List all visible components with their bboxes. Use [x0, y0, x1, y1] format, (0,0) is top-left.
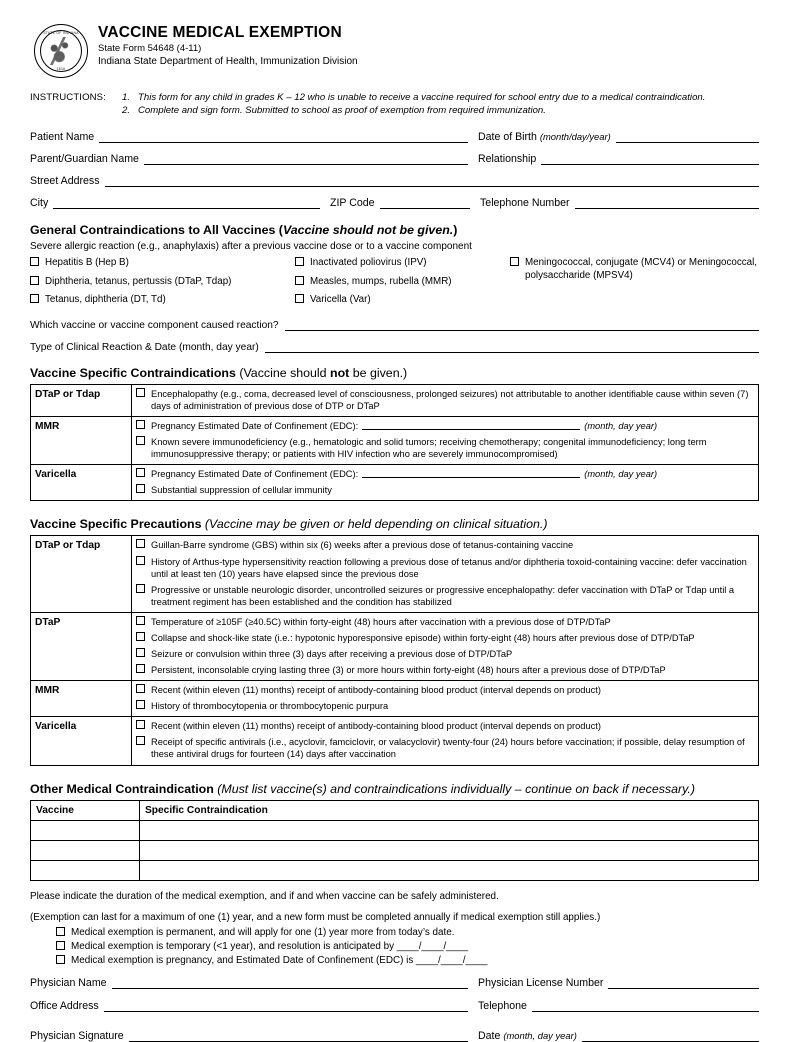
patient-name-input[interactable]: [99, 131, 468, 143]
table-row: [31, 536, 759, 612]
checkbox-icon[interactable]: [136, 584, 145, 593]
agency-name: Indiana State Department of Health, Immunization Division: [98, 56, 358, 68]
precaution-cell: [132, 612, 759, 680]
patient-name-row: [30, 131, 759, 143]
checkbox-label: Medical exemption is temporary (<1 year), and resolution is anticipated by ____/____/____: [71, 940, 469, 952]
city-row: [30, 197, 759, 209]
checkbox-row[interactable]: [136, 632, 754, 644]
duration-note: Please indicate the duration of the medical exemption, and if and when vaccine can be safely administered.: [30, 890, 499, 902]
instructions-label: INSTRUCTIONS:: [30, 92, 106, 103]
address-row: [30, 175, 759, 187]
contraindication-input-cell[interactable]: [140, 820, 759, 840]
checkbox-label: Tetanus, diphtheria (DT, Td): [45, 294, 166, 306]
checkbox-row[interactable]: [295, 276, 510, 289]
checkbox-icon[interactable]: [295, 257, 304, 266]
checkbox-icon[interactable]: [30, 294, 39, 303]
checkbox-label: Recent (within eleven (11) months) receipt of antibody-containing blood product (interval depends on product): [151, 685, 601, 696]
checkbox-row[interactable]: [295, 294, 510, 307]
instruction-text: Complete and sign form. Submitted to school as proof of exemption from required immunization.: [138, 104, 546, 116]
checkbox-icon[interactable]: [56, 927, 65, 936]
checkbox-row[interactable]: [136, 468, 754, 480]
checkbox-row[interactable]: [30, 294, 295, 307]
checkbox-row[interactable]: [136, 584, 754, 608]
checkbox-icon[interactable]: [136, 468, 145, 477]
checkbox-row[interactable]: [136, 539, 754, 551]
telephone-input[interactable]: [575, 197, 759, 209]
instruction-number: 2.: [122, 104, 131, 116]
instruction-number: 1.: [122, 92, 131, 103]
telephone-label: Telephone Number: [480, 197, 570, 210]
checkbox-label: Measles, mumps, rubella (MMR): [310, 275, 452, 287]
column-header-vaccine: Vaccine: [31, 800, 140, 820]
checkbox-icon[interactable]: [136, 436, 145, 445]
vaccine-name-cell: Varicella: [31, 465, 132, 501]
checkbox-row[interactable]: [136, 684, 754, 696]
checkbox-icon[interactable]: [510, 257, 519, 266]
checkbox-icon[interactable]: [30, 276, 39, 285]
physician-signature-label: Physician Signature: [30, 1029, 124, 1042]
checkbox-label: Recent (within eleven (11) months) receipt of antibody-containing blood product (interval depends on product): [151, 721, 601, 732]
checkbox-label: Diphtheria, tetanus, pertussis (DTaP, Tdap): [45, 275, 232, 287]
checkbox-label: Varicella (Var): [310, 294, 371, 306]
physician-license-input[interactable]: [608, 977, 759, 989]
signature-date-input[interactable]: [582, 1030, 759, 1042]
vaccine-name-cell: MMR: [31, 681, 132, 717]
precaution-cell: [132, 536, 759, 612]
checkbox-label: Receipt of specific antivirals (i.e., acyclovir, famciclovir, or valacyclovir) twenty-four (24) hours before vaccination; if possible, delay resumption of these antiviral drugs for fourteen (14) days after vaccination: [151, 737, 745, 760]
contraindication-input-cell[interactable]: [140, 860, 759, 880]
checkbox-row[interactable]: [136, 664, 754, 676]
vaccine-column-3: [510, 257, 759, 313]
checkbox-label: Pregnancy Estimated Date of Confinement (EDC): (month, day year): [151, 469, 658, 480]
table-row: [31, 717, 759, 765]
checkbox-row[interactable]: [136, 616, 754, 628]
office-address-label: Office Address: [30, 999, 99, 1012]
specific-precautions-heading: Vaccine Specific Precautions (Vaccine may be given or held depending on clinical situation.): [30, 517, 548, 532]
checkbox-label: Collapse and shock-like state (i.e.: hypotonic hyporesponsive episode) within forty-eight (48) hours after previous dose of DTP/DTaP: [151, 632, 695, 643]
physician-name-row: [30, 977, 759, 989]
checkbox-icon[interactable]: [136, 484, 145, 493]
instruction-text: This form for any child in grades K – 12 who is unable to receive a vaccine required for school entry due to a medical contraindication.: [138, 92, 706, 103]
specific-precautions-table: [30, 535, 759, 765]
physician-signature-input[interactable]: [129, 1030, 468, 1042]
table-row: [31, 384, 759, 416]
checkbox-label: Encephalopathy (e.g., coma, decreased level of consciousness, prolonged seizures) not attributable to another identifiable cause within seven (7) days of administration of previous dose of DTP or DTaP: [151, 388, 749, 411]
seal-artwork: [44, 37, 78, 65]
checkbox-row[interactable]: [295, 257, 510, 270]
checkbox-label: Known severe immunodeficiency (e.g., hematologic and solid tumors; receiving chemotherapy; congenital immunodeficiency; long term immunosuppressive therapy; or patients with HIV infection who are severely immunocompromised): [151, 437, 707, 460]
checkbox-row[interactable]: [510, 257, 759, 282]
relationship-input[interactable]: [541, 153, 759, 165]
edc-input[interactable]: [362, 468, 580, 478]
specific-contraindications-heading: Vaccine Specific Contraindications (Vaccine should not be given.): [30, 365, 408, 380]
checkbox-icon[interactable]: [136, 720, 145, 729]
checkbox-row[interactable]: [136, 736, 754, 760]
checkbox-icon[interactable]: [136, 736, 145, 745]
checkbox-icon[interactable]: [136, 420, 145, 429]
checkbox-row[interactable]: [30, 276, 295, 289]
checkbox-icon[interactable]: [30, 257, 39, 266]
checkbox-row[interactable]: [56, 955, 759, 966]
checkbox-label: Medical exemption is pregnancy, and Estimated Date of Confinement (EDC) is ____/____/____: [71, 954, 488, 966]
table-row: [31, 820, 759, 840]
reaction-type-row: [30, 341, 759, 353]
checkbox-icon[interactable]: [56, 955, 65, 964]
edc-hint: (month, day year): [584, 421, 658, 432]
other-contraindication-table: [30, 800, 759, 881]
instructions-block: [30, 92, 759, 117]
checkbox-row[interactable]: [136, 556, 754, 580]
table-header-row: [31, 800, 759, 820]
other-contraindication-heading: Other Medical Contraindication (Must list vaccine(s) and contraindications individually – continue on back if necessary.): [30, 781, 695, 796]
checkbox-row[interactable]: [136, 420, 754, 432]
checkbox-row[interactable]: [136, 388, 754, 412]
reaction-cause-label: Which vaccine or vaccine component caused reaction?: [30, 319, 279, 331]
vaccine-name-cell: DTaP or Tdap: [31, 536, 132, 612]
dob-input[interactable]: [616, 131, 759, 143]
relationship-label: Relationship: [478, 153, 537, 166]
table-row: [31, 465, 759, 501]
checkbox-label: Substantial suppression of cellular immunity: [151, 485, 332, 496]
reaction-cause-input[interactable]: [285, 319, 759, 331]
checkbox-icon[interactable]: [136, 664, 145, 673]
table-row: [31, 681, 759, 717]
contraindication-cell: [132, 384, 759, 416]
contraindication-input-cell[interactable]: [140, 840, 759, 860]
signature-date-label: Date (month, day year): [478, 1029, 577, 1042]
checkbox-row[interactable]: [56, 927, 759, 938]
checkbox-icon[interactable]: [56, 941, 65, 950]
general-subtitle: Severe allergic reaction (e.g., anaphylaxis) after a previous vaccine dose or to a vaccine component: [30, 241, 472, 253]
form-number: State Form 54648 (4-11): [98, 43, 202, 55]
checkbox-icon[interactable]: [136, 684, 145, 693]
physician-telephone-label: Telephone: [478, 999, 527, 1012]
specific-contraindications-table: [30, 384, 759, 502]
physician-telephone-input[interactable]: [532, 1000, 759, 1012]
signature-row: [30, 1030, 759, 1042]
form-header: [30, 22, 759, 78]
physician-name-input[interactable]: [112, 977, 468, 989]
checkbox-row[interactable]: [30, 257, 295, 270]
vaccine-name-cell: DTaP: [31, 612, 132, 680]
contraindication-cell: [132, 417, 759, 465]
seal-bottom-text: 1816: [56, 67, 66, 71]
precaution-cell: [132, 681, 759, 717]
general-vaccine-columns: [30, 257, 759, 313]
edc-hint: (month, day year): [584, 469, 658, 480]
dob-label: Date of Birth (month/day/year): [478, 131, 611, 144]
vaccine-input-cell[interactable]: [31, 840, 140, 860]
zip-label: ZIP Code: [330, 197, 375, 210]
office-address-row: [30, 1000, 759, 1012]
checkbox-label: History of Arthus-type hypersensitivity reaction following a previous dose of tetanus and/or diphtheria toxoid-containing vaccine: defer vaccination until at least ten (10) years have elapsed since the previous dose: [151, 556, 747, 579]
vaccine-name-cell: DTaP or Tdap: [31, 384, 132, 416]
reaction-type-label: Type of Clinical Reaction & Date (month, day year): [30, 341, 259, 353]
page-title: VACCINE MEDICAL EXEMPTION: [98, 24, 342, 41]
checkbox-row[interactable]: [136, 700, 754, 712]
checkbox-row[interactable]: [136, 720, 754, 732]
physician-license-label: Physician License Number: [478, 976, 604, 989]
checkbox-label: Temperature of ≥105F (≥40.5C) within forty-eight (48) hours after vaccination with a previous dose of DTP/DTaP: [151, 616, 611, 627]
city-input[interactable]: [53, 197, 320, 209]
checkbox-icon[interactable]: [136, 556, 145, 565]
checkbox-icon[interactable]: [136, 648, 145, 657]
vaccine-column-1: [30, 257, 295, 313]
checkbox-row[interactable]: [136, 484, 754, 496]
checkbox-label: Hepatitis B (Hep B): [45, 257, 129, 269]
city-label: City: [30, 197, 49, 210]
duration-options: [56, 927, 759, 966]
vaccine-input-cell[interactable]: [31, 860, 140, 880]
checkbox-icon[interactable]: [136, 616, 145, 625]
checkbox-label: Medical exemption is permanent, and will apply for one (1) year more from today’s date.: [71, 926, 455, 938]
general-contraindications-heading: General Contraindications to All Vaccines (Vaccine should not be given.): [30, 223, 458, 238]
reaction-type-input[interactable]: [265, 341, 759, 353]
checkbox-label: Pregnancy Estimated Date of Confinement (EDC): (month, day year): [151, 421, 658, 432]
patient-name-label: Patient Name: [30, 131, 95, 144]
table-row: [31, 840, 759, 860]
checkbox-icon[interactable]: [295, 294, 304, 303]
checkbox-icon[interactable]: [136, 388, 145, 397]
instructions-body: [122, 92, 759, 117]
checkbox-label: Meningococcal, conjugate (MCV4) or Meningococcal, polysaccharide (MPSV4): [525, 257, 757, 281]
checkbox-icon[interactable]: [136, 632, 145, 641]
table-row: [31, 417, 759, 465]
title-block: [98, 22, 358, 67]
checkbox-icon[interactable]: [136, 700, 145, 709]
column-header-contraindication: Specific Contraindication: [140, 800, 759, 820]
physician-name-label: Physician Name: [30, 976, 107, 989]
office-address-input[interactable]: [104, 1000, 468, 1012]
duration-note-italic: (Exemption can last for a maximum of one (1) year, and a new form must be completed annually if medical exemption still applies.): [30, 911, 601, 923]
vaccine-name-cell: Varicella: [31, 717, 132, 765]
checkbox-row[interactable]: [136, 648, 754, 660]
checkbox-row[interactable]: [56, 941, 759, 952]
street-address-label: Street Address: [30, 175, 100, 188]
guardian-name-label: Parent/Guardian Name: [30, 153, 139, 166]
checkbox-label: History of thrombocytopenia or thrombocytopenic purpura: [151, 701, 389, 712]
checkbox-row[interactable]: [136, 436, 754, 460]
checkbox-icon[interactable]: [136, 539, 145, 548]
table-row: [31, 860, 759, 880]
checkbox-icon[interactable]: [295, 276, 304, 285]
reaction-cause-row: [30, 319, 759, 331]
vaccine-column-2: [295, 257, 510, 313]
contraindication-cell: [132, 465, 759, 501]
edc-input[interactable]: [362, 420, 580, 430]
street-address-input[interactable]: [105, 175, 760, 187]
dob-hint: (month/day/year): [539, 131, 611, 143]
signature-date-hint: (month, day year): [503, 1029, 577, 1041]
checkbox-label: Seizure or convulsion within three (3) days after receiving a previous dose of DTP/DTaP: [151, 649, 513, 659]
zip-input[interactable]: [380, 197, 470, 209]
checkbox-label: Persistent, inconsolable crying lasting three (3) or more hours within forty-eight (48) hours after a previous dose of DTP/DTaP: [151, 665, 666, 676]
guardian-row: [30, 153, 759, 165]
reaction-type-hint: (month, day year): [178, 341, 259, 353]
vaccine-name-cell: MMR: [31, 417, 132, 465]
state-seal-icon: [34, 24, 88, 78]
precaution-cell: [132, 717, 759, 765]
instruction-line: [122, 105, 759, 118]
guardian-name-input[interactable]: [144, 153, 468, 165]
checkbox-label: Inactivated poliovirus (IPV): [310, 257, 427, 269]
table-row: [31, 612, 759, 680]
seal-top-text: STATE OF INDIANA: [43, 31, 79, 35]
vaccine-input-cell[interactable]: [31, 820, 140, 840]
instruction-line: [122, 92, 759, 105]
checkbox-label: Progressive or unstable neurologic disorder, uncontrolled seizures or progressive encephalopathy: defer vaccination with DTaP or Tdap until a treatment regiment has been established and the condition has stabilized: [151, 584, 735, 607]
checkbox-label: Guillan-Barre syndrome (GBS) within six (6) weeks after a previous dose of tetanus-containing vaccine: [151, 540, 574, 551]
